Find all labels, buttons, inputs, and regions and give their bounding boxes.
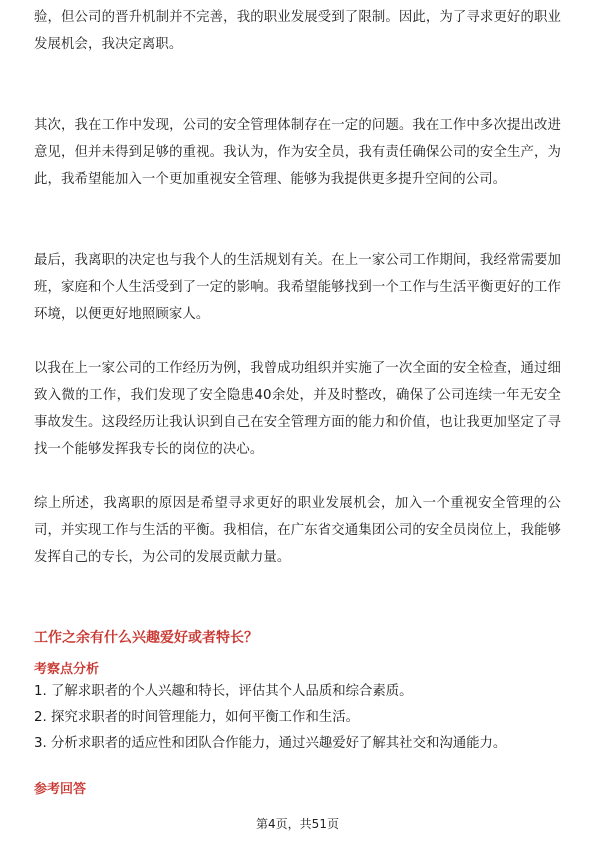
paragraph-career-development: 验，但公司的晋升机制并不完善，我的职业发展受到了限制。因此，为了寻求更好的职业发展机会，我决定离职。 bbox=[34, 10, 561, 52]
page-number: 第4页，共51页 bbox=[256, 817, 339, 831]
answer-heading: 参考回答 bbox=[34, 782, 87, 797]
paragraph-work-experience: 以我在上一家公司的工作经历为例，我曾成功组织并实施了一次全面的安全检查，通过细致入微的工作，我们发现了安全隐患40余处，并及时整改，确保了公司连续一年无安全事故发生。这段经历让我认识到自己在安全管理方面的能力和价值，也让我更加坚定了寻找一个能够发挥我专长的岗位的决心。 bbox=[34, 361, 561, 457]
analysis-heading: 考察点分析 bbox=[34, 662, 100, 677]
analysis-list bbox=[34, 679, 561, 757]
paragraph-safety-management: 其次，我在工作中发现，公司的安全管理体制存在一定的问题。我在工作中多次提出改进意见，但并未得到足够的重视。我认为，作为安全员，我有责任确保公司的安全生产，为此，我希望能加入一个更加重视安全管理、能够为我提供更多提升空间的公司。 bbox=[34, 118, 561, 187]
analysis-item: 2. 探究求职者的时间管理能力，如何平衡工作和生活。 bbox=[34, 710, 360, 725]
paragraph-life-planning: 最后，我离职的决定也与我个人的生活规划有关。在上一家公司工作期间，我经常需要加班，家庭和个人生活受到了一定的影响。我希望能够找到一个工作与生活平衡更好的工作环境，以便更好地照顾家人。 bbox=[34, 253, 561, 322]
analysis-item: 3. 分析求职者的适应性和团队合作能力，通过兴趣爱好了解其社交和沟通能力。 bbox=[34, 736, 507, 751]
paragraph-conclusion: 综上所述，我离职的原因是希望寻求更好的职业发展机会，加入一个重视安全管理的公司，并实现工作与生活的平衡。我相信，在广东省交通集团公司的安全员岗位上，我能够发挥自己的专长，为公司的发展贡献力量。 bbox=[34, 496, 561, 565]
analysis-item: 1. 了解求职者的个人兴趣和特长，评估其个人品质和综合素质。 bbox=[34, 684, 413, 699]
question-title: 工作之余有什么兴趣爱好或者特长？ bbox=[34, 630, 258, 646]
